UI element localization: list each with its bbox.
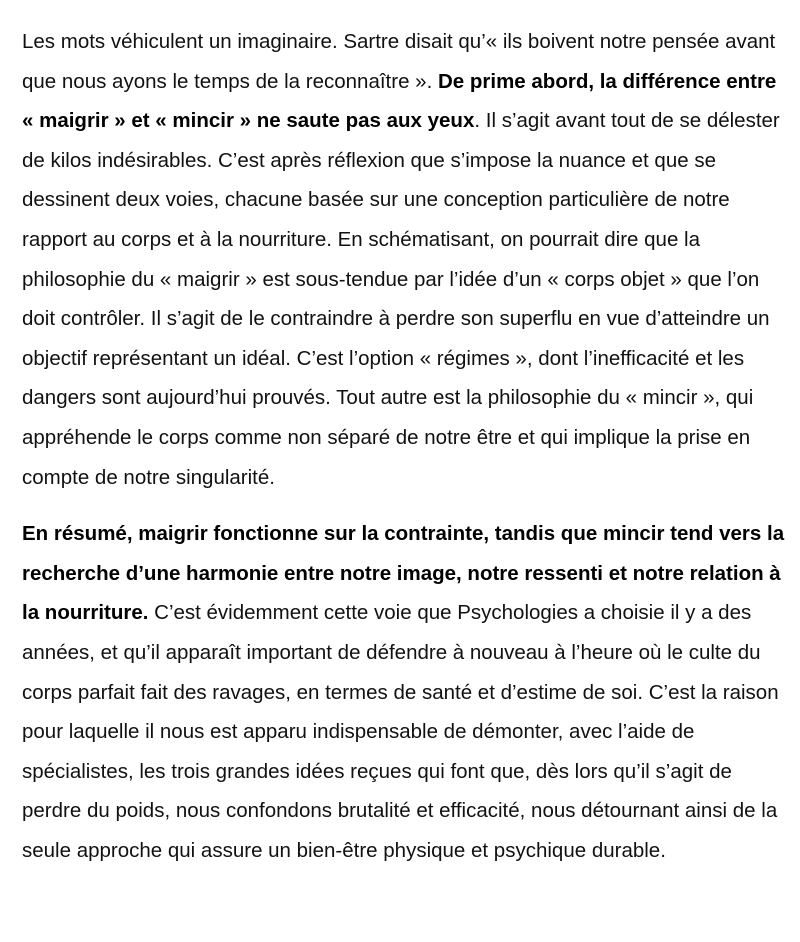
paragraph-intro xyxy=(22,22,792,497)
paragraph-summary xyxy=(22,514,792,870)
summary-text: C’est évidemment cette voie que Psychologies a choisie il y a des années, et qu’il apparaît important de défendre à nouveau à l’heure où le culte du corps parfait fait des ravages, en termes de santé et d’estime de soi. C’est la raison pour laquelle il nous est apparu indispensable de démonter, avec l’aide de spécialistes, les trois grandes idées reçues qui font que, dès lors qu’il s’agit de perdre du poids, nous confondons brutalité et efficacité, nous détournant ainsi de la seule approche qui assure un bien-être physique et psychique durable. xyxy=(22,601,779,862)
intro-text: Les mots véhiculent un imaginaire. Sartre disait qu’« ils boivent notre pensée avant que nous ayons le temps de la reconnaître ». xyxy=(22,30,776,93)
summary-highlight: En résumé, maigrir fonctionne sur la contrainte, tandis que mincir tend vers la recherche d’une harmonie entre notre image, notre ressenti et notre relation à la nourriture. xyxy=(22,522,785,625)
article-body xyxy=(22,22,792,870)
intro-text-continued: . Il s’agit avant tout de se délester de kilos indésirables. C’est après réflexion que s’impose la nuance et que se dessinent deux voies, chacune basée sur une conception particulière de notre rapport au corps et à la nourriture. En schématisant, on pourrait dire que la philosophie du « maigrir » est sous-tendue par l’idée d’un « corps objet » que l’on doit contrôler. Il s’agit de le contraindre à perdre son superflu en vue d’atteindre un objectif représentant un idéal. C’est l’option « régimes », dont l’inefficacité et les dangers sont aujourd’hui prouvés. Tout autre est la philosophie du « mincir », qui appréhende le corps comme non séparé de notre être et qui implique la prise en compte de notre singularité. xyxy=(22,109,780,489)
intro-highlight: De prime abord, la différence entre « maigrir » et « mincir » ne saute pas aux yeux xyxy=(22,69,777,133)
